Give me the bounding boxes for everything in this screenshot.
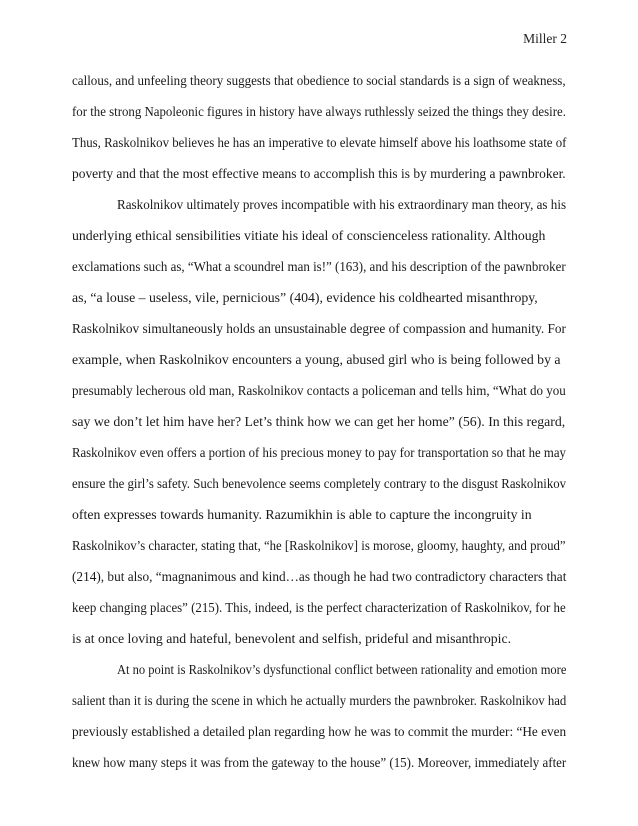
running-head: Miller 2 xyxy=(523,31,567,46)
text-line: as, “a louse – useless, vile, pernicious” (404), evidence his coldhearted misanthropy, xyxy=(72,290,538,305)
paragraph-first-line: Raskolnikov ultimately proves incompatible with his extraordinary man theory, as his xyxy=(117,197,567,212)
text-line: (214), but also, “magnanimous and kind…as though he had two contradictory characters that xyxy=(72,569,567,584)
text-line: knew how many steps it was from the gateway to the house” (15). Moreover, immediately after xyxy=(72,755,567,770)
text-line: poverty and that the most effective means to accomplish this is by murdering a pawnbroker. xyxy=(72,166,566,181)
text-line: callous, and unfeeling theory suggests that obedience to social standards is a sign of weakness, xyxy=(72,73,566,88)
text-line: often expresses towards humanity. Razumikhin is able to capture the incongruity in xyxy=(72,507,532,522)
text-line: ensure the girl’s safety. Such benevolence seems completely contrary to the disgust Raskolnikov xyxy=(72,476,567,491)
text-line: Raskolnikov simultaneously holds an unsustainable degree of compassion and humanity. For xyxy=(72,321,566,336)
text-line: exclamations such as, “What a scoundrel man is!” (163), and his description of the pawnbroker xyxy=(72,259,566,274)
text-line: keep changing places” (215). This, indeed, is the perfect characterization of Raskolnikov, for he xyxy=(72,600,566,615)
text-line: example, when Raskolnikov encounters a young, abused girl who is being followed by a xyxy=(72,352,561,367)
text-line: for the strong Napoleonic figures in history have always ruthlessly seized the things they desire. xyxy=(72,104,566,119)
text-line: presumably lecherous old man, Raskolnikov contacts a policeman and tells him, “What do you xyxy=(72,383,566,398)
text-line: Raskolnikov even offers a portion of his precious money to pay for transportation so that he may xyxy=(72,445,566,460)
text-line: say we don’t let him have her? Let’s think how we can get her home” (56). In this regard, xyxy=(72,414,566,429)
paragraph-first-line: At no point is Raskolnikov’s dysfunctional conflict between rationality and emotion more xyxy=(117,662,567,677)
text-line: salient than it is during the scene in which he actually murders the pawnbroker. Raskolnikov had xyxy=(72,693,567,708)
text-line: previously established a detailed plan regarding how he was to commit the murder: “He even xyxy=(72,724,567,739)
text-line: Thus, Raskolnikov believes he has an imperative to elevate himself above his loathsome state of xyxy=(72,135,567,150)
text-line: is at once loving and hateful, benevolent and selfish, prideful and misanthropic. xyxy=(72,631,512,646)
text-line: underlying ethical sensibilities vitiate his ideal of conscienceless rationality. Although xyxy=(72,228,546,243)
text-line: Raskolnikov’s character, stating that, “he [Raskolnikov] is morose, gloomy, haughty, and proud” xyxy=(72,538,566,553)
